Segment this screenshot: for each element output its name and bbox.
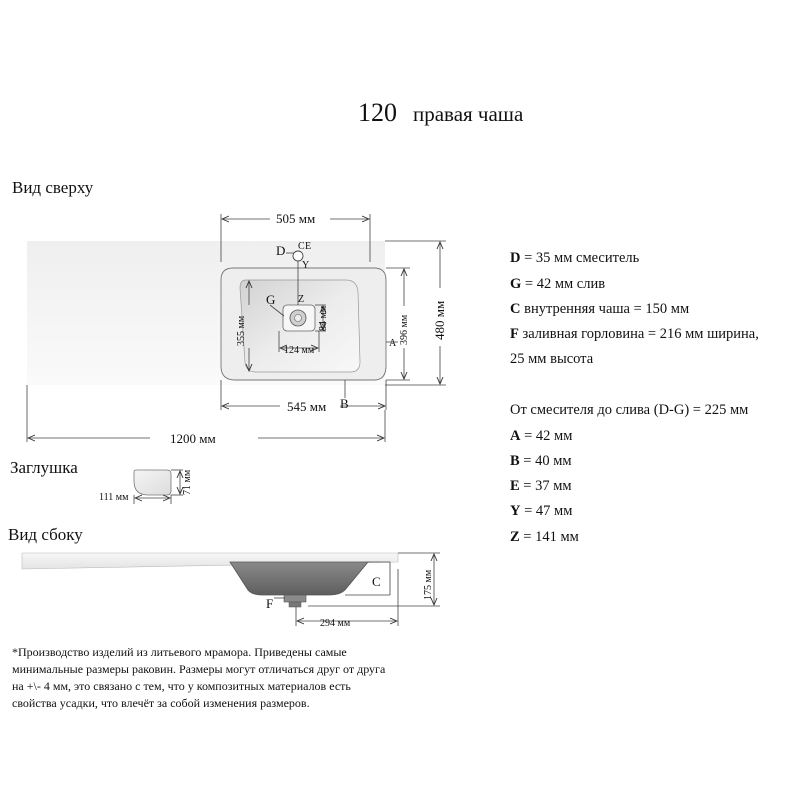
side-dim-294: 294 мм xyxy=(320,618,351,629)
plug-dim-71: 71 мм xyxy=(182,469,193,495)
spec-B: B = 40 мм xyxy=(510,453,572,469)
point-A: A xyxy=(389,338,397,349)
dim-84: 84 мм xyxy=(318,305,329,331)
side-view xyxy=(22,553,440,629)
spec-D: D = 35 мм смеситель xyxy=(510,250,640,266)
point-Z: Z xyxy=(298,294,305,305)
spec-Z: Z = 141 мм xyxy=(510,529,579,545)
side-bowl xyxy=(230,562,368,595)
side-view-heading: Вид сбоку xyxy=(8,525,83,544)
spec-C: C внутренняя чаша = 150 мм xyxy=(510,301,690,317)
title-caption: правая чаша xyxy=(413,102,524,126)
spec-list xyxy=(510,250,759,545)
spec-E: E = 37 мм xyxy=(510,478,572,494)
dim-505: 505 мм xyxy=(276,211,316,226)
dim-545: 545 мм xyxy=(287,399,327,414)
dim-480: 480 мм xyxy=(432,300,447,340)
point-G: G xyxy=(266,292,276,307)
side-point-F: F xyxy=(266,596,274,611)
spec-A: A = 42 мм xyxy=(510,428,573,444)
dim-396: 396 мм xyxy=(399,314,410,345)
footnote-line-4: свойства усадки, что влечёт за собой изменения размеров. xyxy=(12,696,310,710)
point-B: B xyxy=(340,396,349,411)
footnote-line-1: *Производство изделий из литьевого мрамора. Приведены самые xyxy=(12,645,347,659)
point-E: E xyxy=(305,241,312,252)
spec-Y: Y = 47 мм xyxy=(510,503,573,519)
point-D: D xyxy=(276,243,286,258)
plug-heading: Заглушка xyxy=(10,458,78,477)
spec-F: F заливная горловина = 216 мм ширина, xyxy=(510,326,759,342)
point-Y: Y xyxy=(302,260,310,271)
dim-1200: 1200 мм xyxy=(170,431,216,446)
side-drain xyxy=(284,595,306,602)
plug-shape xyxy=(134,470,171,495)
dim-124: 124 мм xyxy=(284,345,315,356)
page-title xyxy=(358,98,524,127)
dim-355: 355 мм xyxy=(236,315,247,346)
side-point-C: C xyxy=(372,574,381,589)
spec-F-height: 25 мм высота xyxy=(510,351,594,367)
footnote xyxy=(12,645,386,710)
spec-D-G: От смесителя до слива (D-G) = 225 мм xyxy=(510,402,749,418)
side-dim-175: 175 мм xyxy=(423,569,434,600)
footnote-line-3: на +\- 4 мм, это связано с тем, что у композитных материалов есть xyxy=(12,679,351,693)
plug-view xyxy=(99,469,193,504)
title-number: 120 xyxy=(358,98,397,127)
point-C-top: C xyxy=(298,241,305,252)
footnote-line-2: минимальные размеры раковин. Размеры могут отличаться друг от друга xyxy=(12,662,386,676)
spec-G: G = 42 мм слив xyxy=(510,276,606,292)
top-view xyxy=(27,211,447,446)
plug-dim-111: 111 мм xyxy=(99,492,129,503)
top-view-heading: Вид сверху xyxy=(12,178,94,197)
